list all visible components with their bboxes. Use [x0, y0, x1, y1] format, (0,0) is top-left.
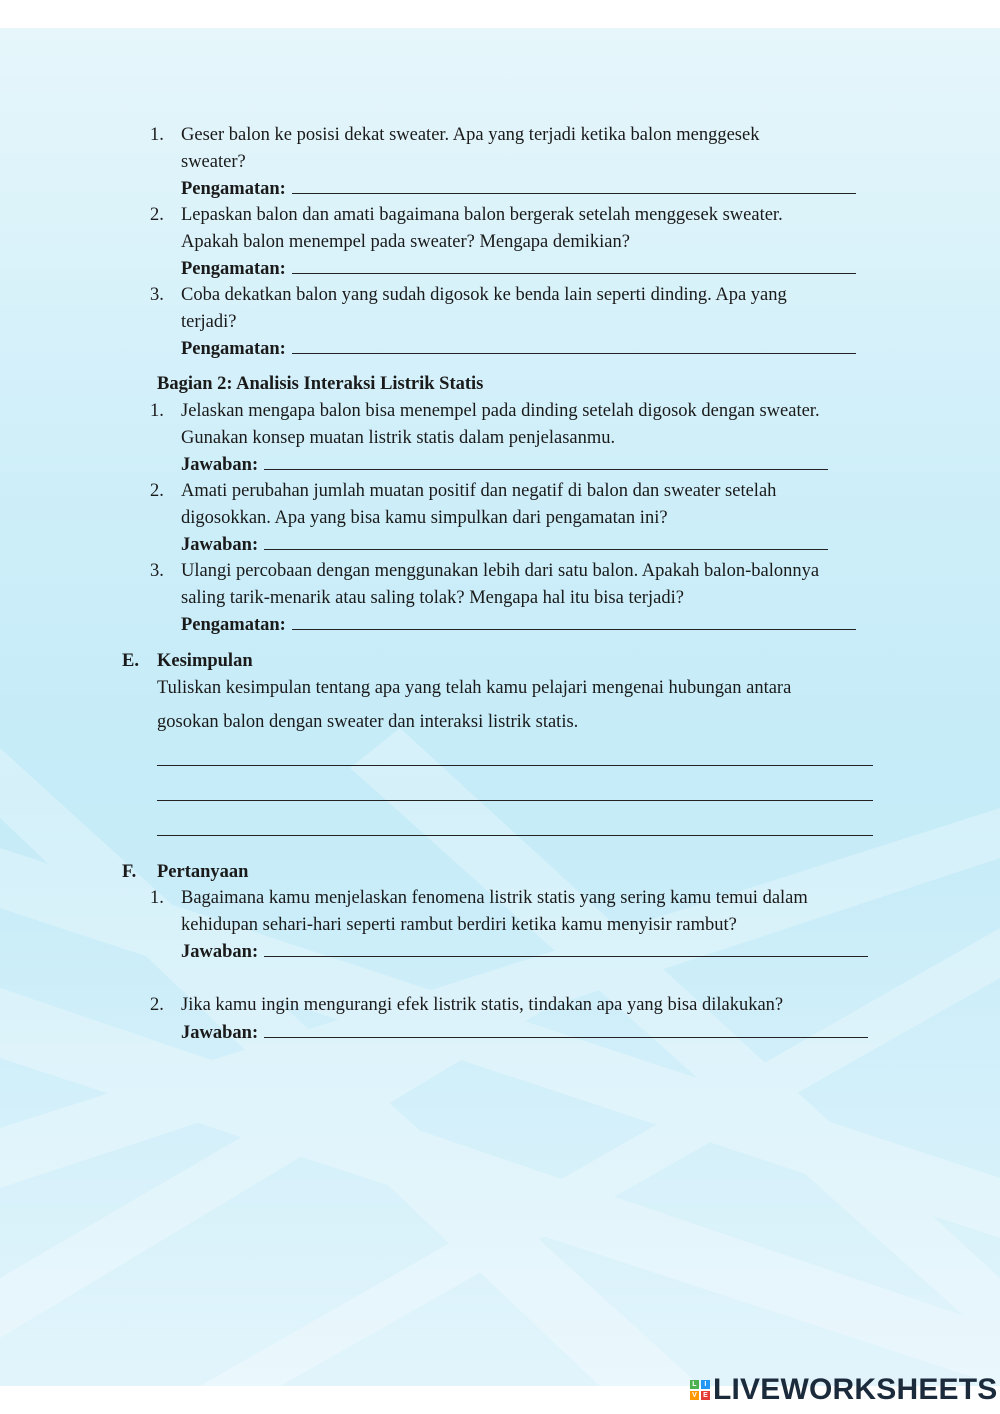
logo-letter: E	[701, 1391, 710, 1400]
answer-blank[interactable]	[292, 611, 856, 630]
answer-label: Pengamatan:	[181, 259, 286, 280]
part1-item-3	[150, 282, 890, 363]
question-text: Coba dekatkan balon yang sudah digosok ke benda lain seperti dinding. Apa yang	[181, 285, 787, 305]
answer-blank[interactable]	[264, 1019, 868, 1038]
conclusion-instruction-line: Tuliskan kesimpulan tentang apa yang telah kamu pelajari mengenai hubungan antara	[157, 678, 792, 698]
question-text: digosokkan. Apa yang bisa kamu simpulkan dari pengamatan ini?	[181, 507, 668, 528]
question-text: Jika kamu ingin mengurangi efek listrik statis, tindakan apa yang bisa dilakukan?	[181, 995, 784, 1015]
logo-letter: I	[701, 1380, 710, 1389]
answer-blank[interactable]	[292, 175, 856, 194]
question-text: Lepaskan balon dan amati bagaimana balon bergerak setelah menggesek sweater.	[181, 205, 783, 225]
conclusion-instruction-line: gosokan balon dengan sweater dan interaksi listrik statis.	[157, 712, 579, 732]
section-f-item-1	[150, 885, 890, 966]
brand-name: LIVEWORKSHEETS	[713, 1373, 998, 1406]
question-text: Apakah balon menempel pada sweater? Mengapa demikian?	[181, 231, 630, 252]
answer-blank[interactable]	[292, 255, 856, 274]
section-e-heading	[122, 648, 253, 675]
question-text: saling tarik-menarik atau saling tolak? Mengapa hal itu bisa terjadi?	[181, 587, 684, 608]
part2-item-2	[150, 478, 890, 559]
question-text: Geser balon ke posisi dekat sweater. Apa yang terjadi ketika balon menggesek	[181, 125, 760, 145]
answer-label: Pengamatan:	[181, 179, 286, 200]
question-text: sweater?	[181, 151, 246, 172]
section-title: Pertanyaan	[157, 862, 249, 882]
item-number: 2.	[150, 995, 164, 1015]
section-f-heading	[122, 859, 248, 886]
logo-letter: V	[690, 1391, 699, 1400]
part2-item-3	[150, 558, 890, 639]
question-text: Jelaskan mengapa balon bisa menempel pada dinding setelah digosok dengan sweater.	[181, 401, 820, 421]
section-letter: F.	[122, 862, 137, 882]
question-text: terjadi?	[181, 311, 237, 332]
question-text: Ulangi percobaan dengan menggunakan lebih dari satu balon. Apakah balon-balonnya	[181, 561, 820, 581]
conclusion-answer-line[interactable]	[157, 765, 873, 766]
item-number: 3.	[150, 561, 164, 581]
answer-blank[interactable]	[292, 335, 856, 354]
answer-label: Pengamatan:	[181, 339, 286, 360]
question-text: Bagaimana kamu menjelaskan fenomena listrik statis yang sering kamu temui dalam	[181, 888, 808, 908]
answer-label: Pengamatan:	[181, 615, 286, 636]
section-f-item-2	[150, 992, 890, 1046]
answer-label: Jawaban:	[181, 535, 259, 556]
answer-blank[interactable]	[264, 938, 868, 957]
answer-blank[interactable]	[264, 531, 828, 550]
answer-label: Jawaban:	[181, 1022, 259, 1043]
liveworksheets-logo[interactable]	[690, 1374, 998, 1406]
answer-blank[interactable]	[264, 451, 828, 470]
item-number: 2.	[150, 481, 164, 501]
logo-icon	[690, 1380, 710, 1400]
question-text: kehidupan sehari-hari seperti rambut berdiri ketika kamu menyisir rambut?	[181, 914, 737, 935]
section-letter: E.	[122, 651, 139, 671]
part1-item-1	[150, 122, 890, 203]
logo-letter: L	[690, 1380, 699, 1389]
section-title: Kesimpulan	[157, 651, 253, 671]
conclusion-answer-line[interactable]	[157, 835, 873, 836]
item-number: 2.	[150, 205, 164, 225]
item-number: 1.	[150, 125, 164, 145]
question-text: Gunakan konsep muatan listrik statis dalam penjelasanmu.	[181, 427, 616, 448]
item-number: 3.	[150, 285, 164, 305]
part2-heading: Bagian 2: Analisis Interaksi Listrik Statis	[157, 374, 484, 394]
question-text: Amati perubahan jumlah muatan positif dan negatif di balon dan sweater setelah	[181, 481, 777, 501]
part2-item-1	[150, 398, 890, 479]
item-number: 1.	[150, 888, 164, 908]
item-number: 1.	[150, 401, 164, 421]
answer-label: Jawaban:	[181, 455, 259, 476]
conclusion-answer-line[interactable]	[157, 800, 873, 801]
part1-item-2	[150, 202, 890, 283]
answer-label: Jawaban:	[181, 942, 259, 963]
